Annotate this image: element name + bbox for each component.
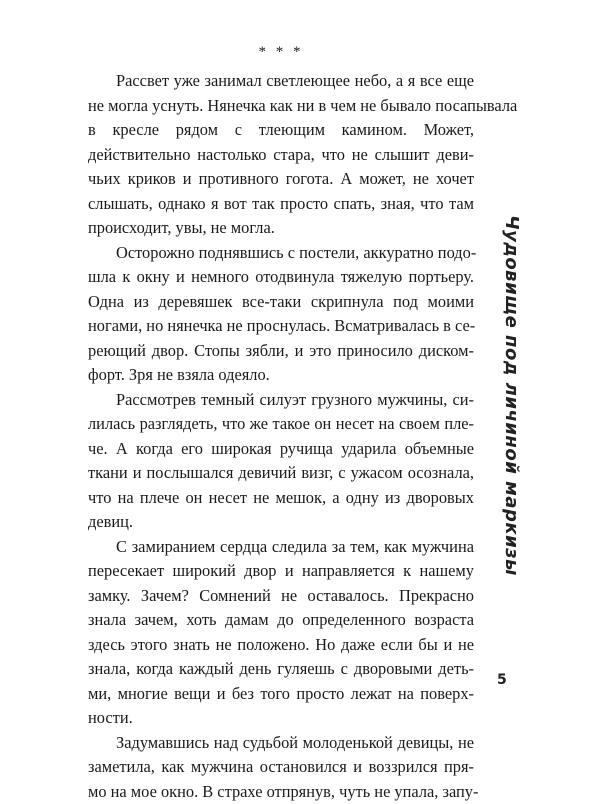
section-break: * * * xyxy=(88,42,474,62)
text-line: девиц. xyxy=(88,510,474,535)
text-line: мо на мое окно. В страхе отпрянув, чуть не упала, запу- xyxy=(88,780,474,804)
text-line: в кресле рядом с тлеющим камином. Может, xyxy=(88,118,474,143)
paragraph-2 xyxy=(88,241,474,388)
paragraph-4 xyxy=(88,535,474,731)
text-line: ткани и послышался девичий визг, с ужасом осознала, xyxy=(88,461,474,486)
page-number: 5 xyxy=(497,672,507,688)
text-line: действительно настолько стара, что не слышит деви- xyxy=(88,143,474,168)
text-line: Осторожно поднявшись с постели, аккуратно подо- xyxy=(88,241,474,266)
text-line: чьих криков и противного гогота. А может, не хочет xyxy=(88,167,474,192)
paragraph-3 xyxy=(88,388,474,535)
text-line: Одна из деревяшек все-таки скрипнула под моими xyxy=(88,290,474,315)
text-line: С замиранием сердца следила за тем, как мужчина xyxy=(88,535,474,560)
paragraph-5 xyxy=(88,731,474,804)
text-line: че. А когда его широкая ручища ударила объемные xyxy=(88,437,474,462)
text-line: здесь этого знать не положено. Но даже если бы и не xyxy=(88,633,474,658)
body-text xyxy=(88,69,474,804)
text-line: ности. xyxy=(88,706,474,731)
text-line: форт. Зря не взяла одеяло. xyxy=(88,363,474,388)
text-line: пересекает широкий двор и направляется к нашему xyxy=(88,559,474,584)
text-line: Рассвет уже занимал светлеющее небо, а я все еще xyxy=(88,69,474,94)
text-line: происходит, увы, не могла. xyxy=(88,216,474,241)
paragraph-1 xyxy=(88,69,474,241)
text-line: Задумавшись над судьбой молоденькой девицы, не xyxy=(88,731,474,756)
text-line: Рассмотрев темный силуэт грузного мужчины, си- xyxy=(88,388,474,413)
text-line: заметила, как мужчина остановился и воззрился пря- xyxy=(88,755,474,780)
text-line: знала зачем, хоть дамам до определенного возраста xyxy=(88,608,474,633)
text-line: замку. Зачем? Сомнений не оставалось. Прекрасно xyxy=(88,584,474,609)
text-line: знала, когда каждый день гуляешь с дворовыми деть- xyxy=(88,657,474,682)
text-line: не могла уснуть. Нянечка как ни в чем не бывало посапывала xyxy=(88,94,474,119)
text-line: слышать, однако я вот так просто спать, зная, что там xyxy=(88,192,474,217)
text-line: шла к окну и немного отодвинула тяжелую портьеру. xyxy=(88,265,474,290)
text-line: ногами, но нянечка не проснулась. Всматривалась в се- xyxy=(88,314,474,339)
text-line: ми, многие вещи и без того просто лежат на поверх- xyxy=(88,682,474,707)
text-line: что на плече он несет не мешок, а одну из дворовых xyxy=(88,486,474,511)
text-line: реющий двор. Стопы зябли, и это приносило диском- xyxy=(88,339,474,364)
running-title-text: Чудовище под личиной маркизы xyxy=(501,215,522,576)
text-line: лилась разглядеть, что же такое он несет на своем пле- xyxy=(88,412,474,437)
